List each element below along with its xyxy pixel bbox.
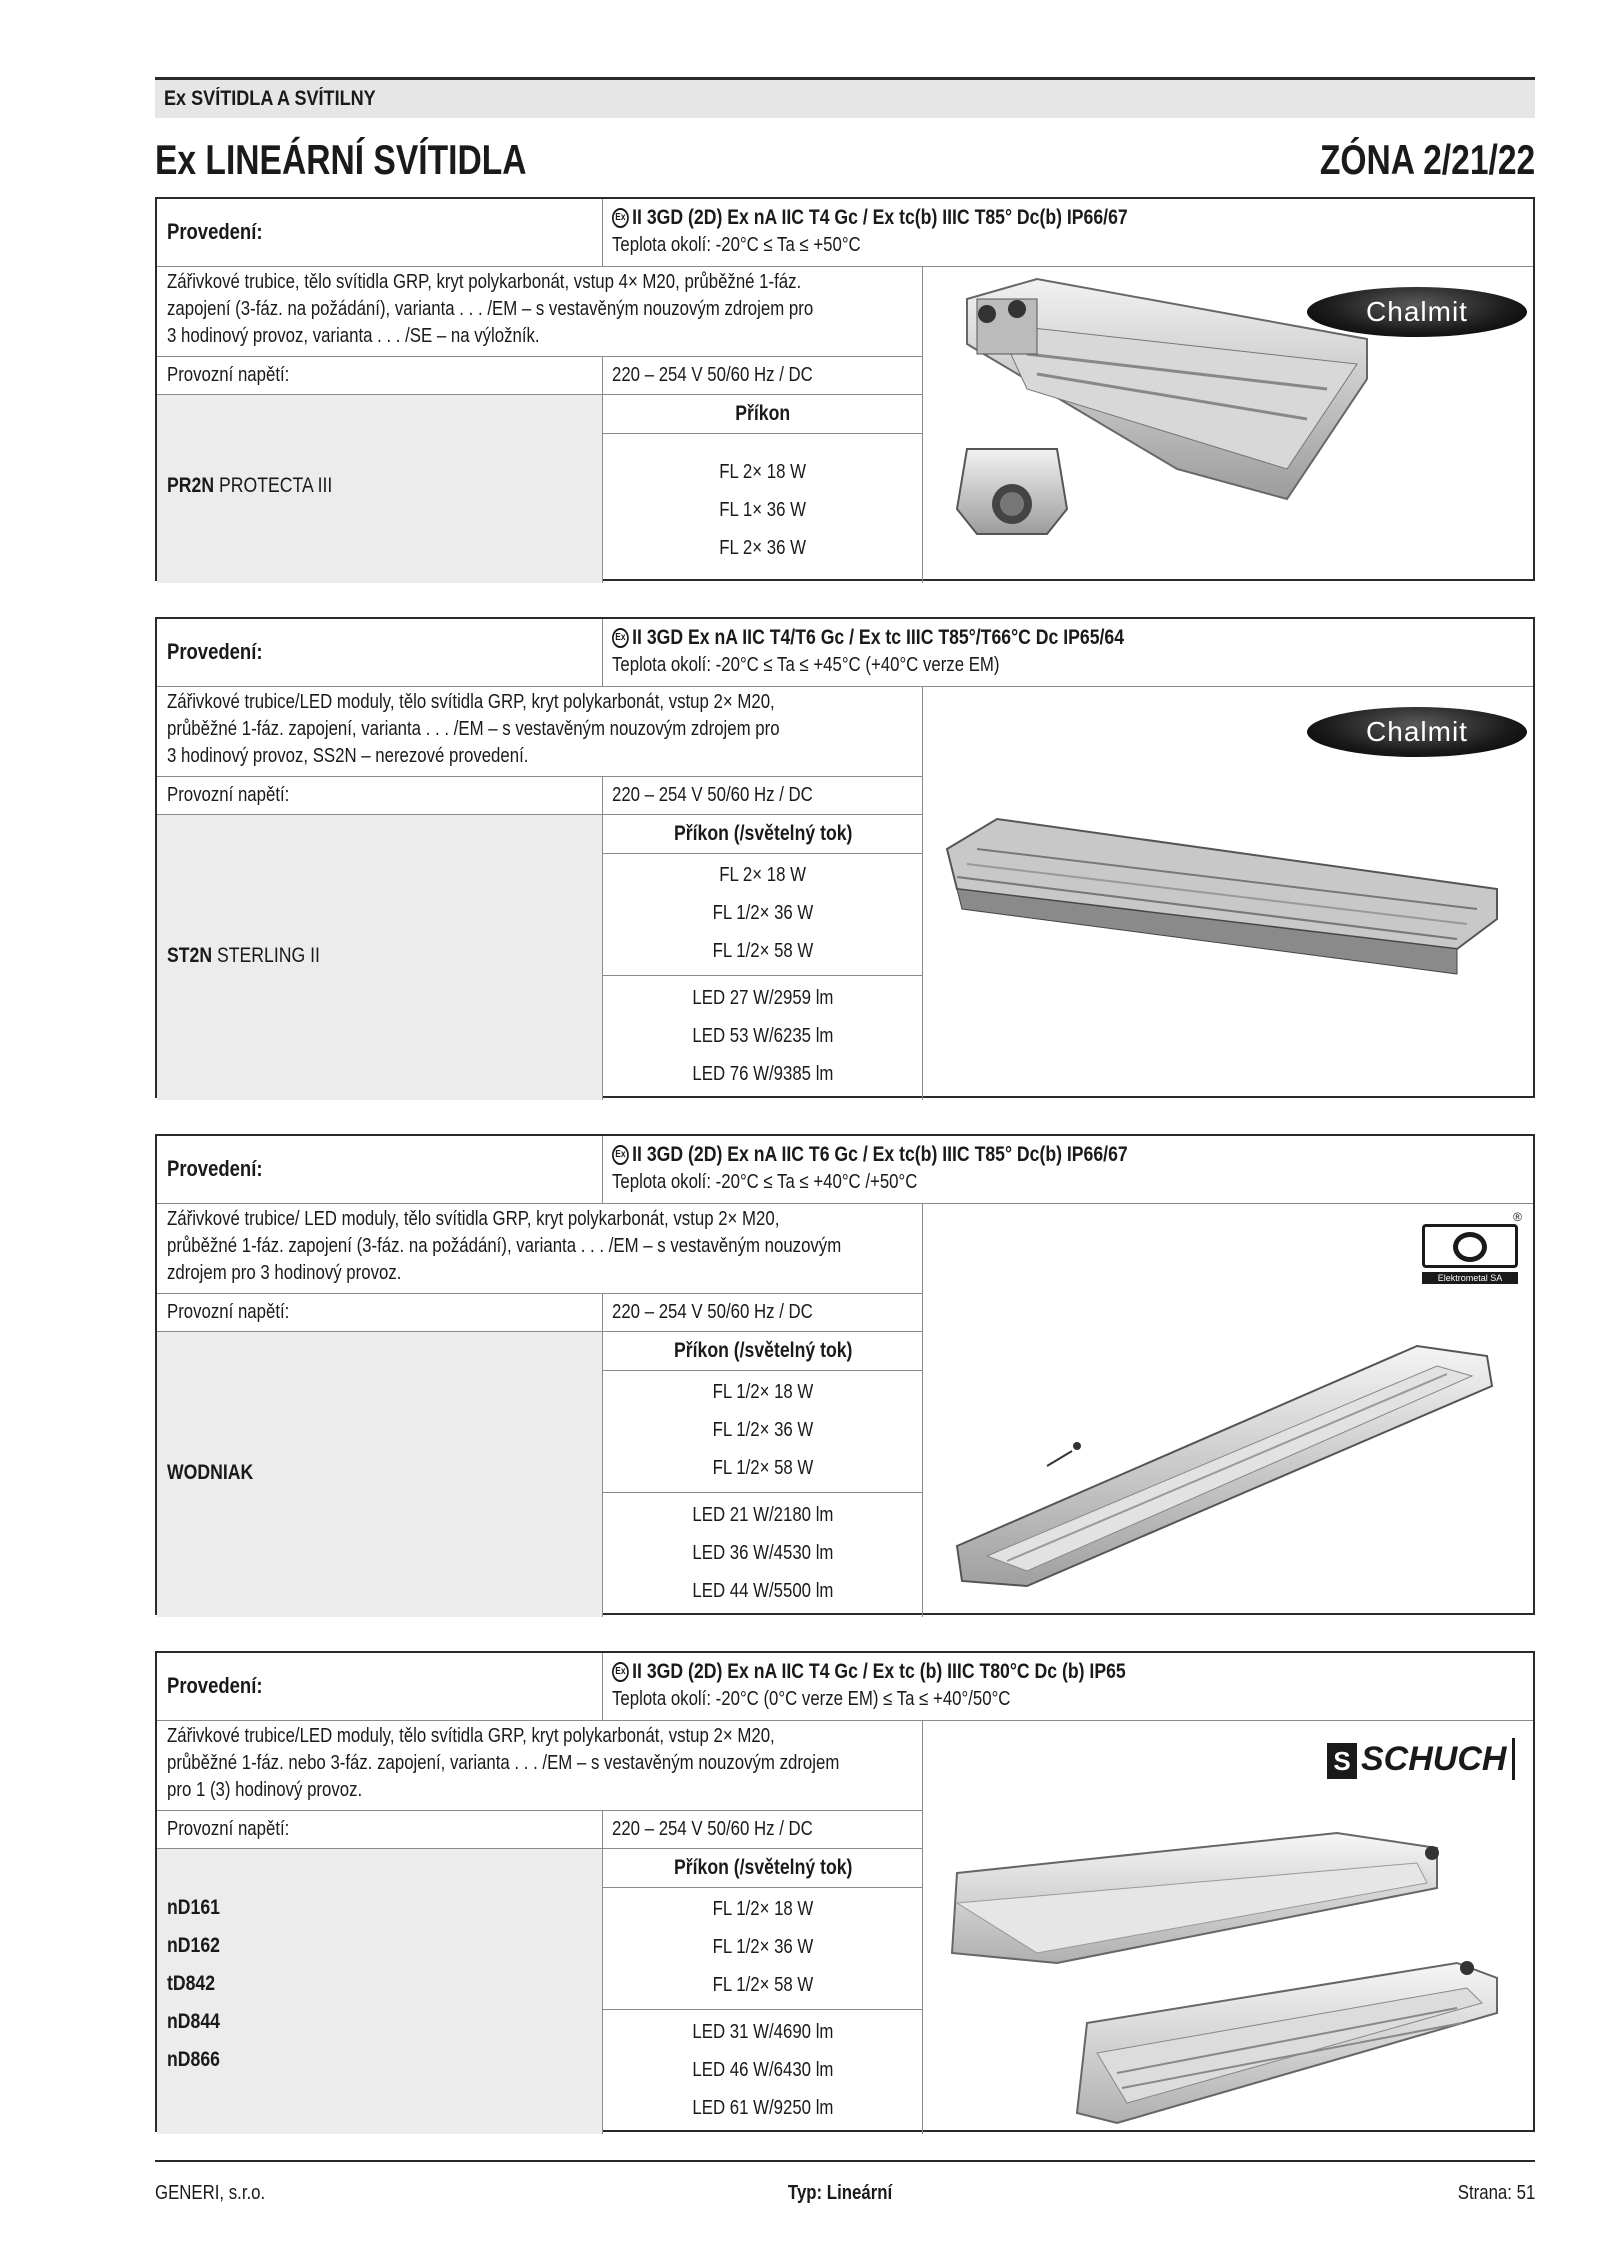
power-value: FL 1× 36 W <box>719 499 807 521</box>
prikon-header: Příkon (/světelný tok) <box>673 1856 853 1879</box>
ambient-temperature: Teplota okolí: -20°C ≤ Ta ≤ +40°C /+50°C <box>612 1171 918 1193</box>
led-value: LED 44 W/5500 lm <box>692 1580 834 1602</box>
voltage-value: 220 – 254 V 50/60 Hz / DC <box>612 364 813 386</box>
provedeni-label: Provedení: <box>167 1156 263 1181</box>
footer-company: GENERI, s.r.o. <box>155 2182 266 2204</box>
prikon-header: Příkon (/světelný tok) <box>673 1339 853 1362</box>
power-value: FL 1/2× 58 W <box>712 1974 814 1996</box>
atex-marking: Ex II 3GD Ex nA IIC T4/T6 Gc / Ex tc IIIC T85°/T66°C Dc IP65/64 <box>612 624 1222 651</box>
product-block-schuch <box>155 1651 1535 2132</box>
luminaire-image <box>937 1793 1507 2133</box>
model-code: nD162 <box>167 1934 220 1957</box>
ambient-temperature: Teplota okolí: -20°C ≤ Ta ≤ +45°C (+40°C verze EM) <box>612 654 1000 676</box>
product-block-wodniak <box>155 1134 1535 1615</box>
model-code: tD842 <box>167 1972 216 1995</box>
product-block-st2n <box>155 617 1535 1098</box>
zone-title: ZÓNA 2/21/22 <box>1319 136 1535 183</box>
power-value: FL 1/2× 18 W <box>712 1381 814 1403</box>
description: Zářivkové trubice/LED moduly, tělo svítidla GRP, kryt polykarbonát, vstup 2× M20, průběžné 1-fáz. zapojení, varianta . . . /EM – s vestavěným nouzovým zdrojem pro 3 hodinový provoz, SS2N – nerezové provedení. <box>167 691 780 767</box>
power-value: FL 2× 36 W <box>719 537 807 559</box>
ambient-temperature: Teplota okolí: -20°C (0°C verze EM) ≤ Ta ≤ +40°/50°C <box>612 1688 1011 1710</box>
voltage-value: 220 – 254 V 50/60 Hz / DC <box>612 1301 813 1323</box>
footer-divider <box>155 2160 1535 2162</box>
chalmit-logo: Chalmit <box>1307 287 1527 337</box>
chalmit-logo: Chalmit <box>1307 707 1527 757</box>
category-bar <box>155 77 1535 118</box>
product-name: WODNIAK <box>167 1461 254 1484</box>
power-value: FL 1/2× 36 W <box>712 1419 814 1441</box>
product-name: ST2N STERLING II <box>167 944 320 967</box>
description: Zářivkové trubice/ LED moduly, tělo svítidla GRP, kryt polykarbonát, vstup 2× M20, průběžné 1-fáz. zapojení (3-fáz. na požádání), varianta . . . /EM – s vestavěným nouzovým zdrojem pro 3 hodinový provoz. <box>167 1208 842 1284</box>
atex-marking: Ex II 3GD (2D) Ex nA IIC T4 Gc / Ex tc(b) IIIC T85° Dc(b) IP66/67 <box>612 204 1226 231</box>
led-value: LED 31 W/4690 lm <box>692 2021 834 2043</box>
atex-marking: Ex II 3GD (2D) Ex nA IIC T6 Gc / Ex tc(b) IIIC T85° Dc(b) IP66/67 <box>612 1141 1226 1168</box>
footer-type: Typ: Lineární <box>787 2182 893 2204</box>
ambient-temperature: Teplota okolí: -20°C ≤ Ta ≤ +50°C <box>612 234 861 256</box>
led-value: LED 36 W/4530 lm <box>692 1542 834 1564</box>
schuch-logo: S SCHUCH <box>1327 1738 1515 1780</box>
voltage-label: Provozní napětí: <box>167 784 290 806</box>
provedeni-label: Provedení: <box>167 1673 263 1698</box>
elektrometal-logo: ® Elektrometal SA <box>1422 1216 1522 1288</box>
model-code: nD844 <box>167 2010 220 2033</box>
voltage-value: 220 – 254 V 50/60 Hz / DC <box>612 784 813 806</box>
page-title: Ex LINEÁRNÍ SVÍTIDLA <box>155 136 527 183</box>
description: Zářivkové trubice, tělo svítidla GRP, kryt polykarbonát, vstup 4× M20, průběžné 1-fáz. zapojení (3-fáz. na požádání), varianta . . . /EM – s vestavěným nouzovým zdrojem pro 3 hodinový provoz, varianta . . . /SE – na výložník. <box>167 271 814 347</box>
power-value: FL 1/2× 36 W <box>712 902 814 924</box>
product-block-pr2n <box>155 197 1535 581</box>
voltage-label: Provozní napětí: <box>167 1818 290 1840</box>
led-value: LED 61 W/9250 lm <box>692 2097 834 2119</box>
prikon-header: Příkon (/světelný tok) <box>673 822 853 845</box>
prikon-header: Příkon <box>735 402 791 425</box>
ex-icon: Ex <box>612 1662 629 1682</box>
category-label: Ex SVÍTIDLA A SVÍTILNY <box>164 87 376 110</box>
description: Zářivkové trubice/LED moduly, tělo svítidla GRP, kryt polykarbonát, vstup 2× M20, průběžné 1-fáz. nebo 3-fáz. zapojení, varianta . . . /EM – s vestavěným nouzovým zdrojem pro 1 (3) hodinový provoz. <box>167 1725 840 1801</box>
provedeni-label: Provedení: <box>167 639 263 664</box>
power-value: FL 1/2× 58 W <box>712 1457 814 1479</box>
product-name: PR2N PROTECTA III <box>167 474 333 497</box>
model-code: nD866 <box>167 2048 220 2071</box>
power-value: FL 1/2× 36 W <box>712 1936 814 1958</box>
led-value: LED 76 W/9385 lm <box>692 1063 834 1085</box>
led-value: LED 46 W/6430 lm <box>692 2059 834 2081</box>
power-value: FL 2× 18 W <box>719 461 807 483</box>
voltage-label: Provozní napětí: <box>167 1301 290 1323</box>
ex-icon: Ex <box>612 208 629 228</box>
luminaire-image <box>937 799 1517 1019</box>
footer-page: Strana: 51 <box>1457 2182 1535 2204</box>
led-value: LED 53 W/6235 lm <box>692 1025 834 1047</box>
ex-icon: Ex <box>612 628 629 648</box>
registered-mark: ® <box>1513 1210 1522 1224</box>
model-code: nD161 <box>167 1896 220 1919</box>
luminaire-image <box>947 1316 1507 1596</box>
power-value: FL 2× 18 W <box>719 864 807 886</box>
led-value: LED 21 W/2180 lm <box>692 1504 834 1526</box>
power-value: FL 1/2× 18 W <box>712 1898 814 1920</box>
led-value: LED 27 W/2959 lm <box>692 987 834 1009</box>
voltage-label: Provozní napětí: <box>167 364 290 386</box>
voltage-value: 220 – 254 V 50/60 Hz / DC <box>612 1818 813 1840</box>
provedeni-label: Provedení: <box>167 219 263 244</box>
power-value: FL 1/2× 58 W <box>712 940 814 962</box>
ex-icon: Ex <box>612 1145 629 1165</box>
atex-marking: Ex II 3GD (2D) Ex nA IIC T4 Gc / Ex tc (b) IIIC T80°C Dc (b) IP65 <box>612 1658 1224 1685</box>
luminaire-image <box>947 269 1507 579</box>
